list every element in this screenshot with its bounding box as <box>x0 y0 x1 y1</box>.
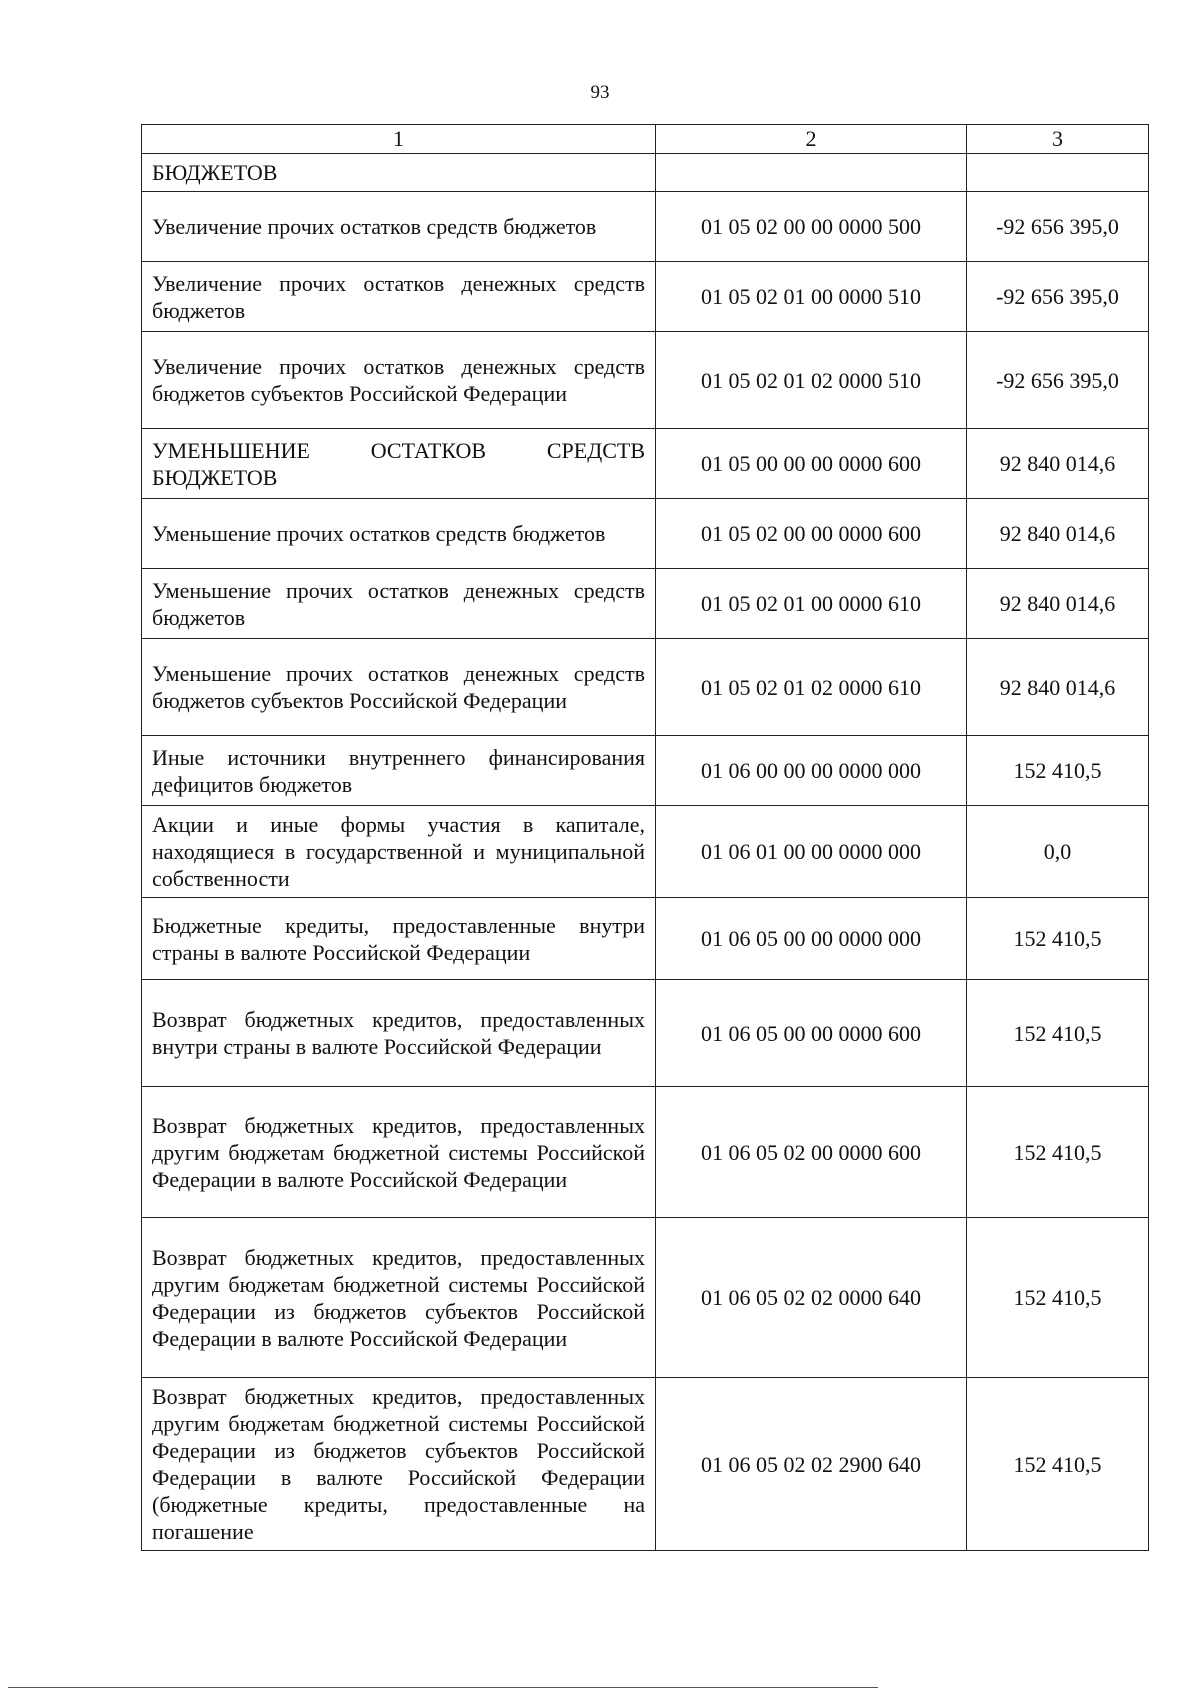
row-sum-cell: 92 840 014,6 <box>967 639 1149 736</box>
row-code-cell: 01 05 02 01 00 0000 510 <box>656 262 967 332</box>
table-row <box>142 639 1149 736</box>
page-number: 93 <box>590 82 610 103</box>
table-row <box>142 980 1149 1087</box>
row-sum-cell: 152 410,5 <box>967 1378 1149 1551</box>
row-code-cell: 01 05 02 00 00 0000 600 <box>656 499 967 569</box>
row-code-cell: 01 06 05 00 00 0000 000 <box>656 898 967 980</box>
row-name-cell: Уменьшение прочих остатков средств бюджетов <box>142 499 656 569</box>
table-row <box>142 154 1149 192</box>
row-name-cell: БЮДЖЕТОВ <box>142 154 656 192</box>
row-name-cell: Возврат бюджетных кредитов, предоставленных другим бюджетам бюджетной системы Российской Федерации в валюте Российской Федерации <box>142 1087 656 1218</box>
row-code-cell: 01 06 05 02 02 2900 640 <box>656 1378 967 1551</box>
row-name-cell: Бюджетные кредиты, предоставленные внутри страны в валюте Российской Федерации <box>142 898 656 980</box>
table-body <box>142 125 1149 1551</box>
row-code-cell: 01 06 01 00 00 0000 000 <box>656 806 967 898</box>
column-number-2: 2 <box>656 125 967 154</box>
row-code-cell: 01 06 00 00 00 0000 000 <box>656 736 967 806</box>
row-sum-cell: 92 840 014,6 <box>967 499 1149 569</box>
row-sum-cell <box>967 154 1149 192</box>
row-name-cell: Возврат бюджетных кредитов, предоставленных внутри страны в валюте Российской Федерации <box>142 980 656 1087</box>
row-sum-cell: 92 840 014,6 <box>967 569 1149 639</box>
table-row <box>142 499 1149 569</box>
column-number-1: 1 <box>142 125 656 154</box>
row-sum-cell: -92 656 395,0 <box>967 192 1149 262</box>
row-name-cell: Возврат бюджетных кредитов, предоставленных другим бюджетам бюджетной системы Российской Федерации из бюджетов субъектов Российской Федерации в валюте Российской Федерации <box>142 1218 656 1378</box>
row-sum-cell: -92 656 395,0 <box>967 262 1149 332</box>
row-code-cell: 01 06 05 00 00 0000 600 <box>656 980 967 1087</box>
row-code-cell <box>656 154 967 192</box>
table-row <box>142 569 1149 639</box>
table-row <box>142 332 1149 429</box>
row-sum-cell: 92 840 014,6 <box>967 429 1149 499</box>
row-name-cell: Увеличение прочих остатков средств бюджетов <box>142 192 656 262</box>
row-sum-cell: 152 410,5 <box>967 1218 1149 1378</box>
row-code-cell: 01 06 05 02 00 0000 600 <box>656 1087 967 1218</box>
row-code-cell: 01 06 05 02 02 0000 640 <box>656 1218 967 1378</box>
row-name-cell: Увеличение прочих остатков денежных средств бюджетов субъектов Российской Федерации <box>142 332 656 429</box>
table-row <box>142 1218 1149 1378</box>
table-row <box>142 898 1149 980</box>
bottom-rule <box>8 1687 878 1688</box>
column-number-row <box>142 125 1149 154</box>
row-code-cell: 01 05 02 01 02 0000 510 <box>656 332 967 429</box>
row-sum-cell: 152 410,5 <box>967 1087 1149 1218</box>
budget-sources-table <box>141 124 1149 1551</box>
table-row <box>142 806 1149 898</box>
table-row <box>142 192 1149 262</box>
table-row <box>142 1087 1149 1218</box>
row-sum-cell: 152 410,5 <box>967 736 1149 806</box>
row-name-cell: Увеличение прочих остатков денежных средств бюджетов <box>142 262 656 332</box>
table-row <box>142 736 1149 806</box>
table-row <box>142 429 1149 499</box>
row-code-cell: 01 05 02 01 00 0000 610 <box>656 569 967 639</box>
row-sum-cell: 152 410,5 <box>967 980 1149 1087</box>
table-row <box>142 262 1149 332</box>
row-sum-cell: 152 410,5 <box>967 898 1149 980</box>
row-name-cell: Возврат бюджетных кредитов, предоставленных другим бюджетам бюджетной системы Российской Федерации из бюджетов субъектов Российской Федерации в валюте Российской Федерации (бюджетные кредиты, предоставленные на погашение <box>142 1378 656 1551</box>
row-name-cell: Уменьшение прочих остатков денежных средств бюджетов субъектов Российской Федерации <box>142 639 656 736</box>
row-name-cell: УМЕНЬШЕНИЕ ОСТАТКОВ СРЕДСТВ БЮДЖЕТОВ <box>142 429 656 499</box>
column-number-3: 3 <box>967 125 1149 154</box>
row-name-cell: Иные источники внутреннего финансирования дефицитов бюджетов <box>142 736 656 806</box>
row-code-cell: 01 05 00 00 00 0000 600 <box>656 429 967 499</box>
table-row <box>142 1378 1149 1551</box>
row-sum-cell: -92 656 395,0 <box>967 332 1149 429</box>
row-sum-cell: 0,0 <box>967 806 1149 898</box>
row-code-cell: 01 05 02 01 02 0000 610 <box>656 639 967 736</box>
row-name-cell: Уменьшение прочих остатков денежных средств бюджетов <box>142 569 656 639</box>
row-code-cell: 01 05 02 00 00 0000 500 <box>656 192 967 262</box>
row-name-cell: Акции и иные формы участия в капитале, находящиеся в государственной и муниципальной собственности <box>142 806 656 898</box>
